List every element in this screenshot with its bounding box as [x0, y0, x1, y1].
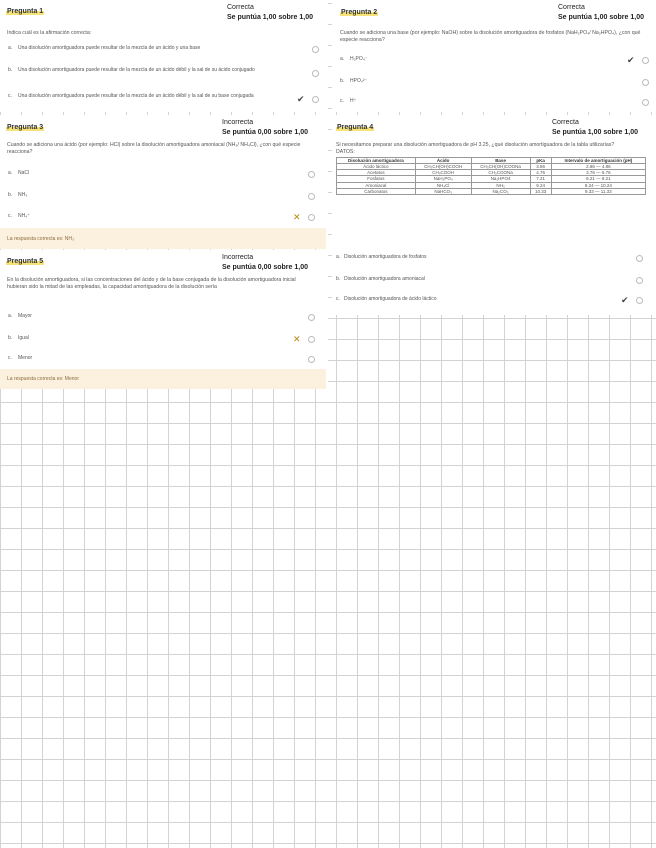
column-header: Base: [471, 157, 530, 163]
option-text: Una disolución amortiguadora puede resultar de la mezcla de un ácido y una base: [18, 45, 201, 51]
column-header: pKa: [530, 157, 551, 163]
table-cell: CH₃CH(OH)COOH: [415, 164, 471, 170]
option-text: Una disolución amortiguadora puede resultar de la mezcla de un ácido débil y la sal de su ácido conjugado: [18, 67, 255, 73]
table-row: [337, 176, 646, 182]
question-1: [0, 0, 328, 112]
question-text: Si necesitamos preparar una disolución amortiguadora de pH 3.25, ¿qué disolución amortiguadora de la tabla utilizarías?: [336, 142, 615, 148]
cross-icon: ✕: [293, 212, 301, 222]
question-status: [227, 3, 313, 23]
option-text: NH₄⁺: [18, 213, 30, 219]
answer-option-c[interactable]: [336, 296, 652, 306]
question-status: [222, 253, 308, 273]
table-cell: 9.24: [530, 182, 551, 188]
option-letter: c.: [8, 355, 12, 361]
question-header: [332, 115, 656, 142]
column-header: Ácido: [415, 157, 471, 163]
question-status: [558, 3, 644, 23]
question-text: Cuando se adiciona una ácido (por ejemplo: HCl) sobre la disolución amortiguadora amoniacal (NH₃/ NH₄Cl), ¿con qué especie reacciona?: [7, 142, 301, 156]
option-text: Mayor: [18, 313, 32, 319]
question-text: Cuando se adiciona una base (por ejemplo: NaOH) sobre la disolución amortiguadora de fosfatos (NaH₂PO₄/ Na₂HPO₄), ¿con qué especie reacciona?: [340, 30, 641, 44]
question-number: Pregunta 5: [7, 258, 44, 265]
table-cell: CH₃COOH: [415, 170, 471, 176]
table-cell: NaHCO₃: [415, 188, 471, 194]
option-letter: c.: [336, 296, 340, 302]
radio-button[interactable]: [312, 96, 319, 103]
check-icon: ✔: [621, 295, 629, 305]
question-number: Pregunta 4: [337, 124, 374, 131]
table-cell: 6.21 — 8.21: [551, 176, 645, 182]
table-row: [337, 188, 646, 194]
answer-option-b[interactable]: [336, 276, 652, 286]
option-letter: c.: [340, 98, 344, 104]
table-cell: Ácido láctico: [337, 164, 416, 170]
table-row: [337, 164, 646, 170]
radio-button[interactable]: [636, 277, 643, 284]
option-text: HPO₄²⁻: [350, 78, 368, 84]
question-number: Pregunta 2: [341, 9, 378, 16]
table-cell: Na₂CO₃: [471, 188, 530, 194]
radio-button[interactable]: [308, 214, 315, 221]
buffer-data-table: [336, 157, 646, 195]
option-letter: b.: [8, 192, 13, 198]
radio-button[interactable]: [308, 171, 315, 178]
answer-option-b[interactable]: [340, 78, 652, 88]
grade-label: Se puntúa 0,00 sobre 1,00: [222, 264, 308, 271]
radio-button[interactable]: [312, 70, 319, 77]
option-text: Disolución amortiguadora amoniacal: [344, 276, 425, 282]
correct-answer-text: La respuesta correcta es: Menor: [7, 376, 79, 382]
option-letter: b.: [8, 335, 13, 341]
table-cell: 3.76 — 5.76: [551, 170, 645, 176]
table-cell: NH₄Cl: [415, 182, 471, 188]
answer-option-a[interactable]: [336, 254, 652, 264]
feedback-box: [0, 228, 326, 249]
table-cell: CH₃COONa: [471, 170, 530, 176]
answer-option-b[interactable]: [8, 67, 318, 83]
grade-label: Se puntúa 1,00 sobre 1,00: [227, 14, 313, 21]
radio-button[interactable]: [312, 46, 319, 53]
option-letter: a.: [8, 313, 13, 319]
answer-option-c[interactable]: [8, 93, 318, 109]
answer-option-a[interactable]: [340, 56, 652, 66]
table-cell: 9.33 — 11.33: [551, 188, 645, 194]
answer-option-a[interactable]: [8, 170, 320, 180]
option-letter: c.: [8, 213, 12, 219]
table-row: [337, 170, 646, 176]
grade-label: Se puntúa 1,00 sobre 1,00: [558, 14, 644, 21]
grade-label: Se puntúa 0,00 sobre 1,00: [222, 129, 308, 136]
column-header: Intervalo de amortiguación (pH): [551, 157, 645, 163]
question-status: [222, 118, 308, 138]
radio-button[interactable]: [308, 314, 315, 321]
question-3: [0, 115, 328, 249]
option-text: NaCl: [18, 170, 30, 176]
answer-option-a[interactable]: [8, 313, 320, 323]
answer-option-a[interactable]: [8, 45, 318, 55]
radio-button[interactable]: [642, 99, 649, 106]
question-text: Indica cuál es la afirmación correcta:: [7, 30, 92, 36]
radio-button[interactable]: [642, 79, 649, 86]
option-letter: a.: [340, 56, 345, 62]
question-number: Pregunta 3: [7, 124, 44, 131]
datos-label: DATOS:: [336, 149, 355, 156]
question-2: [332, 0, 656, 112]
radio-button[interactable]: [636, 297, 643, 304]
cross-icon: ✕: [293, 334, 301, 344]
option-text: Menor: [18, 355, 33, 361]
question-header: [0, 115, 328, 142]
option-text: Igual: [18, 335, 29, 341]
table-cell: 2.86 — 4.86: [551, 164, 645, 170]
answer-option-c[interactable]: [340, 98, 652, 108]
radio-button[interactable]: [636, 255, 643, 262]
check-icon: ✔: [297, 94, 305, 104]
option-text: NH₃: [18, 192, 28, 198]
grade-label: Se puntúa 1,00 sobre 1,00: [552, 129, 638, 136]
check-icon: ✔: [627, 55, 635, 65]
answer-option-c[interactable]: [8, 213, 320, 223]
table-cell: 10.33: [530, 188, 551, 194]
option-letter: b.: [340, 78, 345, 84]
option-letter: c.: [8, 93, 12, 99]
status-label: Incorrecta: [222, 119, 254, 126]
question-number: Pregunta 1: [7, 8, 44, 15]
table-cell: Fosfatos: [337, 176, 416, 182]
option-letter: b.: [8, 67, 13, 73]
question-4: [332, 115, 656, 315]
question-header: [332, 0, 656, 30]
table-cell: 8.24 — 10.24: [551, 182, 645, 188]
table-cell: Amoniacal: [337, 182, 416, 188]
table-cell: Carbonatos: [337, 188, 416, 194]
table-cell: NaH₂PO₄: [415, 176, 471, 182]
table-cell: NH₃: [471, 182, 530, 188]
table-cell: 4.76: [530, 170, 551, 176]
option-text: H⁺: [350, 98, 357, 104]
answer-option-b[interactable]: [8, 192, 320, 202]
question-header: [0, 250, 328, 277]
table-cell: Na₂HPO4: [471, 176, 530, 182]
status-label: Correcta: [558, 4, 585, 11]
option-letter: a.: [8, 170, 13, 176]
option-text: Disolución amortiguadora de ácido láctico: [344, 296, 437, 302]
option-letter: b.: [336, 276, 341, 282]
radio-button[interactable]: [308, 356, 315, 363]
column-header: Disolución amortiguadora: [337, 157, 416, 163]
table-cell: 7.21: [530, 176, 551, 182]
table-cell: CH₃CH(OH)COONa: [471, 164, 530, 170]
option-text: H₂PO₄⁻: [350, 56, 368, 62]
answer-option-c[interactable]: [8, 355, 320, 365]
table-cell: Acetatos: [337, 170, 416, 176]
question-header: [0, 0, 328, 30]
radio-button[interactable]: [642, 57, 649, 64]
option-text: Una disolución amortiguadora puede resultar de la mezcla de un ácido débil y la sal de su base conjugada: [18, 93, 254, 99]
question-text: En la disolución amortiguadora, si las concentraciones del ácido y de la base conjugada de la disolución amortiguadora inicial hubieran sido la mitad de las empleadas, la capacidad amortiguadora de la disolución sería: [7, 277, 296, 291]
option-letter: a.: [8, 45, 13, 51]
question-5: [0, 250, 328, 389]
question-status: [552, 118, 638, 138]
correct-answer-text: La respuesta correcta es: NH₃: [7, 235, 75, 242]
status-label: Correcta: [227, 4, 254, 11]
option-letter: a.: [336, 254, 341, 260]
answer-option-b[interactable]: [8, 335, 320, 345]
status-label: Correcta: [552, 119, 579, 126]
feedback-box: [0, 369, 326, 389]
status-label: Incorrecta: [222, 254, 254, 261]
option-text: Disolución amortiguadora de fosfatos: [344, 254, 427, 260]
radio-button[interactable]: [308, 336, 315, 343]
table-cell: 3.86: [530, 164, 551, 170]
radio-button[interactable]: [308, 193, 315, 200]
